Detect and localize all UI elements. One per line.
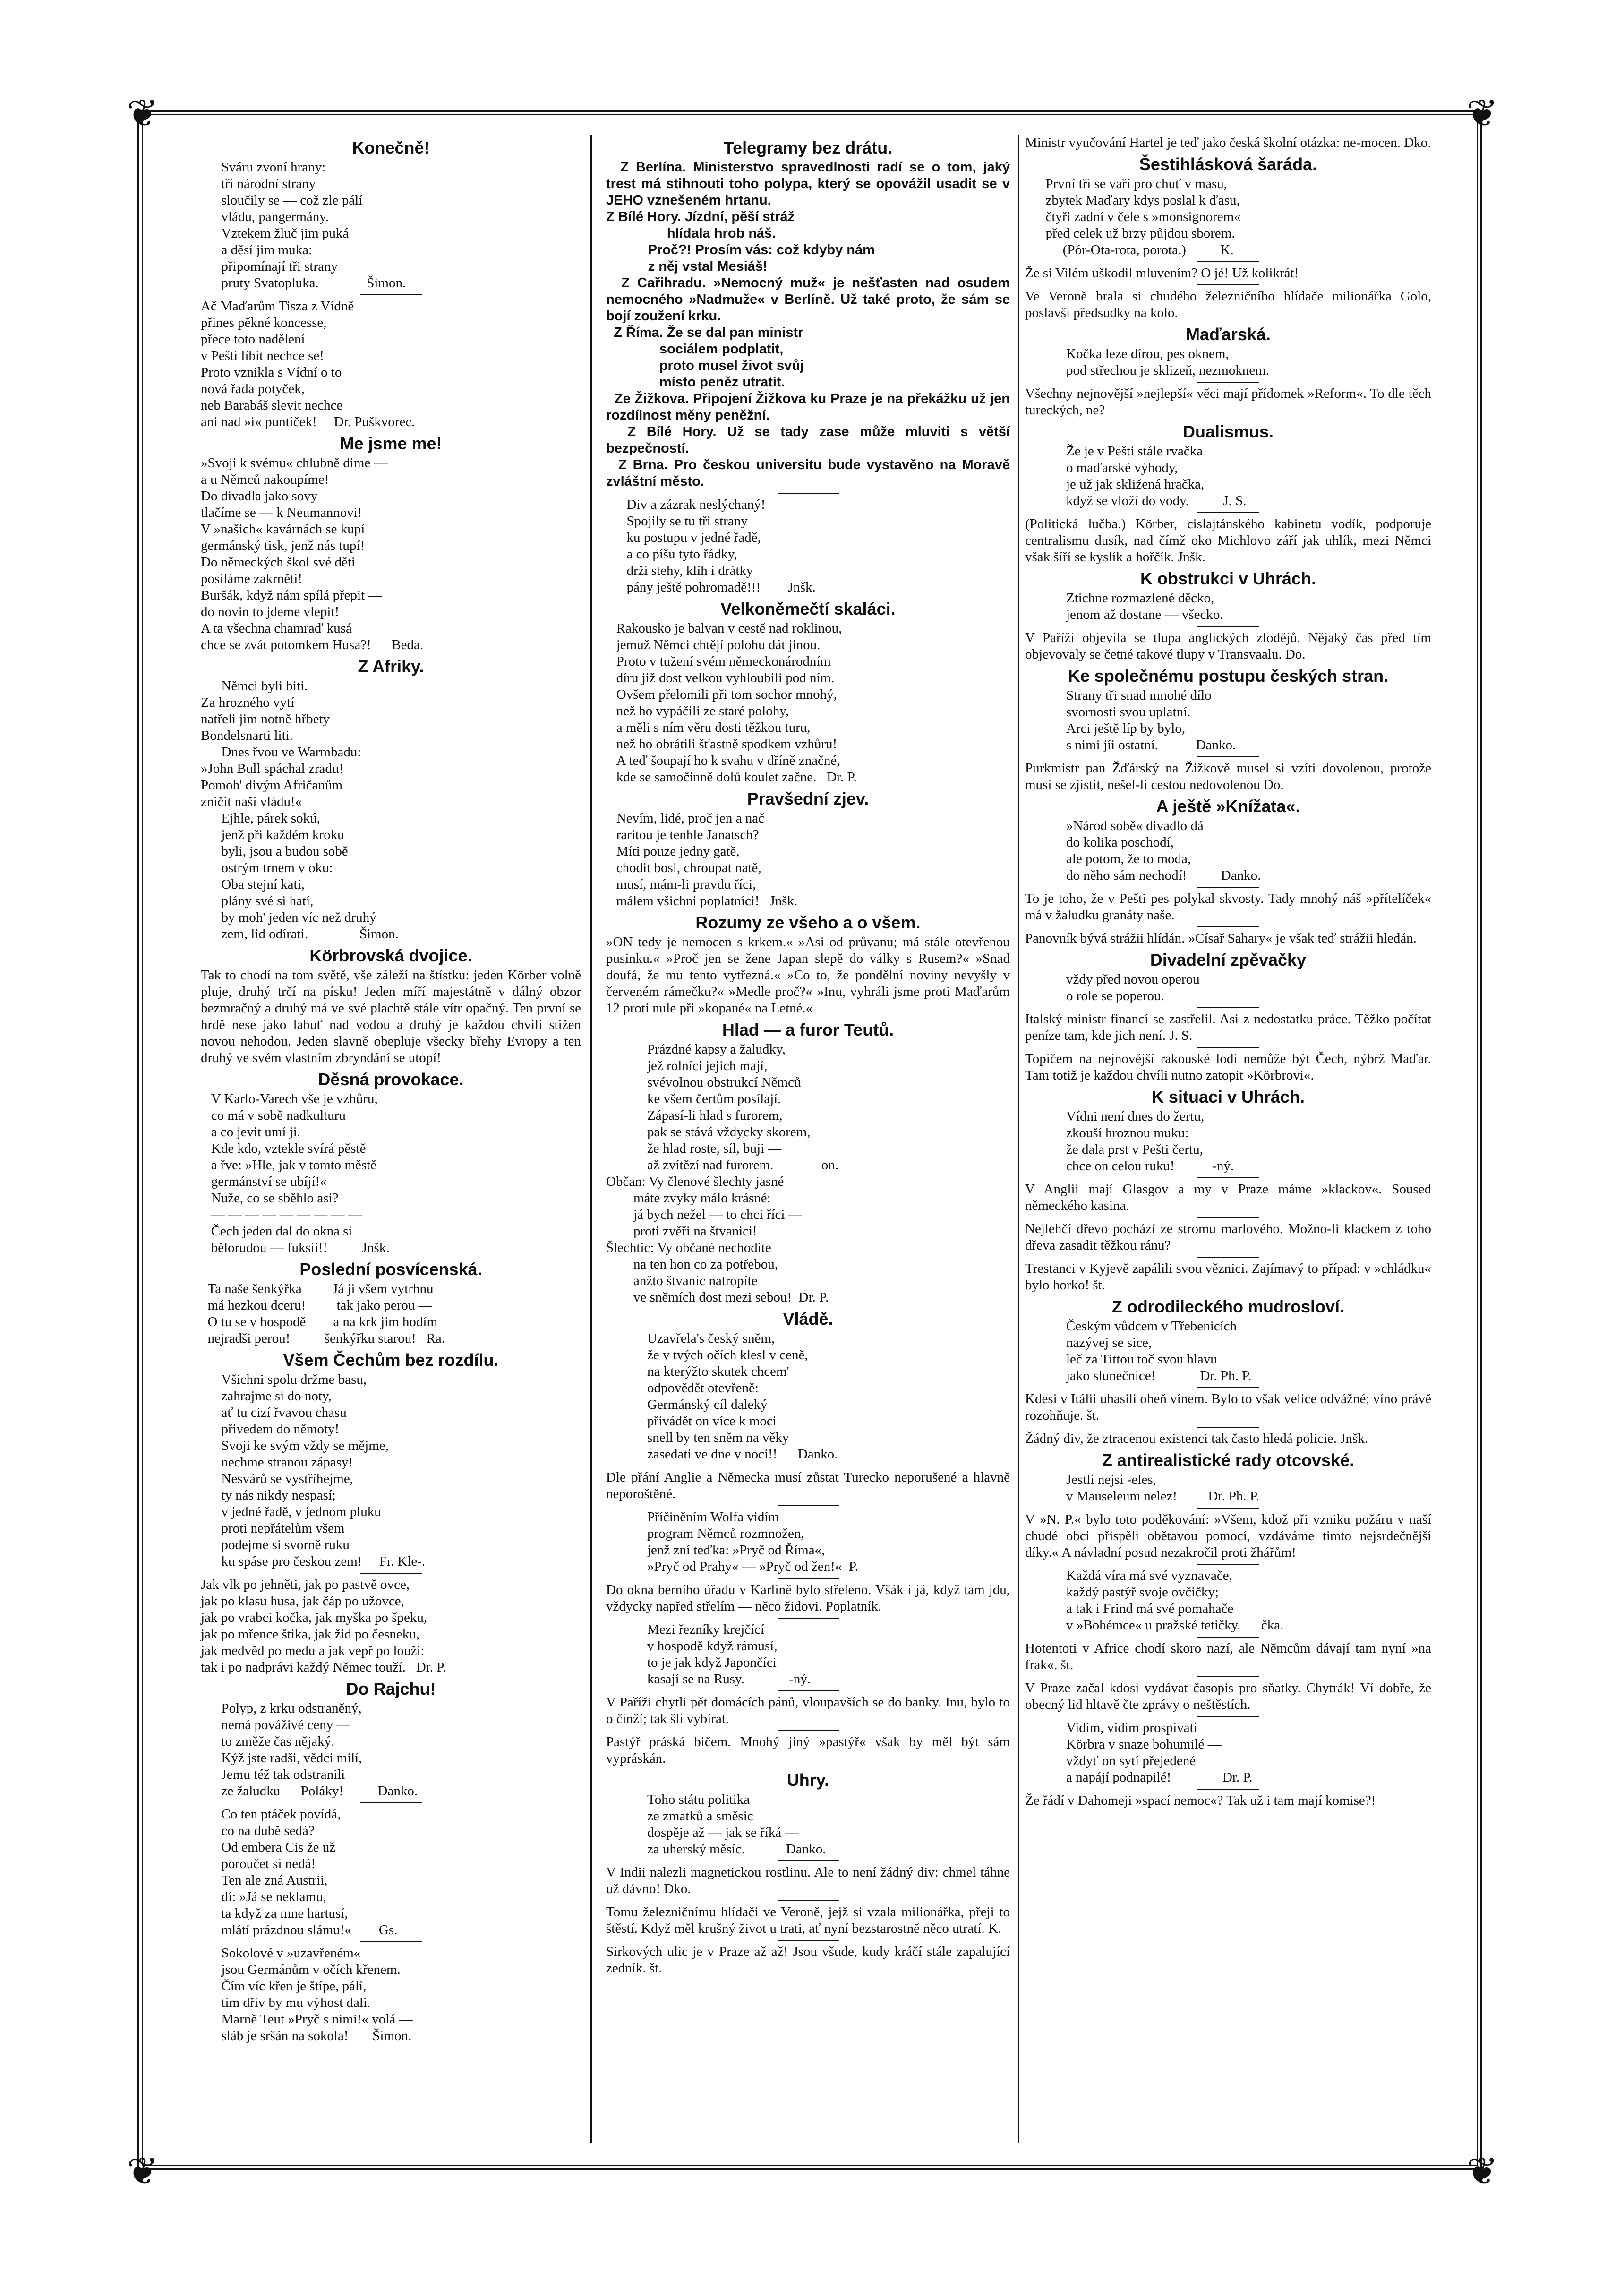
prose-paragraph: Tak to chodí na tom světě, vše záleží na štístku: jeden Körber volně pluje, druhý trčí na písku! Jeden míří majestátně v dálný obzor bezmračný a druhý má ve své plachtě stále vítr opačný. Ten první se hrdě nese jako labuť nad vodou a druhý je každou chvílí stižen novou nehodou. Jeden slavně obepluje všecky břehy Evropy a ten druhý ve svém vlastním zbryndání se utopí! — [201, 968, 581, 1065]
prose-paragraph: Italský ministr financí se zastřelil. Asi z nedostatku práce. Těžko počítat peníze tam, kde jich není. J. S. — [1025, 1012, 1431, 1043]
separator-rule — [360, 1802, 422, 1803]
verse-block: Ztichne rozmazlené děcko, jenom až dostane — všecko. — [1066, 591, 1223, 622]
separator-rule — [1197, 1257, 1259, 1258]
verse-block: Kočka leze dírou, pes oknem, pod střechou je sklizeň, nezmoknem. — [1066, 346, 1270, 378]
verse-block: Sváru zvoní hrany: tři národní strany sloučily se — což zle pálí vládu, pangermány. Vztekem žluč jim puká a děsí jim muka: připomínají tři strany pruty Svatopluka. Šimon. — [221, 160, 406, 291]
verse-block: Vidím, vidím prospívati Körbra v snaze bohumilé — vždyť on sytí přejedené a napájí podnapilé! Dr. P. — [1066, 1720, 1253, 1785]
column-3 — [1025, 135, 1431, 2147]
verse-block: Strany tři snad mnohé dílo svornosti svou uplatní. Arci ještě líp by bylo, s nimi jíi ostatní. Danko. — [1066, 688, 1236, 753]
separator-rule — [1197, 1508, 1259, 1509]
article-heading: Telegramy bez drátu. — [723, 138, 893, 157]
article-heading: Uhry. — [786, 1770, 829, 1790]
separator-rule — [1197, 1387, 1259, 1388]
verse-block: Že je v Pešti stále rvačka o maďarské výhody, je už jak skližená hračka, když se vloží do vody. J. S. — [1066, 444, 1247, 508]
verse-block: vždy před novou operou o role se poperou. — [1066, 972, 1200, 1003]
ornament-bottom-left-icon: ❦ — [127, 2149, 159, 2193]
separator-rule — [1197, 626, 1259, 627]
verse-block: Příčiněním Wolfa vidím program Němců rozmnožen, jenž zní teďka: »Pryč od Říma«, »Pryč od Prahy« — »Pryč od žen!« P. — [647, 1509, 859, 1574]
separator-rule — [1197, 1047, 1259, 1048]
article-heading: Z odrodileckého mudrosloví. — [1111, 1297, 1345, 1316]
verse-block: Každá víra má své vyznavače, každý pastýř svoje ovčičky; a tak i Frind má své pomahače v »Bohémce« u pražské tetičky. čka. — [1066, 1568, 1284, 1633]
article-heading: Všem Čechům bez rozdílu. — [283, 1350, 499, 1370]
article-heading: Vládě. — [783, 1309, 833, 1329]
telegram-item: Z Brna. Pro českou universitu bude vystavěno na Moravě zvláštní město. — [606, 457, 1014, 489]
prose-paragraph: Nejlehčí dřevo pochází ze stromu marlového. Možno-li klackem z toho dřeva zasadit těžkou ránu? — [1025, 1221, 1431, 1253]
verse-block: Němci byli biti. Za hrozného vytí natřeli jim notně hřbety Bondelsnarti liti. Dnes řvou ve Warmbadu: »John Bull spáchal zradu! Pomoh' divým Afričanům zničit naši vládu!« Ejhle, párek sokú, jenž při každém kroku byli, jsou a budou sobě ostrým trnem v oku: Oba stejní kati, plány své si hatí, by moh' jeden víc než druhý zem, lid odírati. Šimon. — [201, 678, 399, 942]
separator-rule — [1197, 1427, 1259, 1428]
separator-rule — [1197, 382, 1259, 383]
verse-block: Mezi řezníky krejčící v hospodě když rámusí, to je jak když Japončíci kasají se na Rusy. -ný. — [647, 1622, 811, 1687]
prose-paragraph: Že řádí v Dahomeji »spací nemoc«? Tak už i tam mají komise?! — [1025, 1793, 1376, 1808]
column-divider-1 — [590, 135, 592, 2143]
separator-rule — [360, 1941, 422, 1942]
verse-block: »Svoji k svému« chlubně dime — a u Němců nakoupíme! Do divadla jako sovy tlačíme se — k Neumannovi! V »našich« kavárnách se kupí germánský tisk, jenž nás tupí! Do německých škol své děti posíláme zakrnětí! Buršák, když nám spílá přepit — do novin to jdeme vlepit! A ta všechna chamraď kusá chce se zvát potomkem Husa?! Beda. — [201, 455, 424, 652]
article-heading: Děsná provokace. — [318, 1070, 464, 1089]
verse-block: Ta naše šenkýřka Já ji všem vytrhnu má hezkou dceru! tak jako perou — O tu se v hospodě a na krk jim hodím nejradši perou! šenkýřku starou! Ra. — [207, 1281, 445, 1346]
telegram-item: Z Cařihradu. »Nemocný muž« je nešťasten nad osudem nemocného »Nadmuže« v Berlíně. Už také proto, že sám se bojí zoužení krku. — [606, 275, 1014, 324]
prose-paragraph: Do okna berního úřadu v Karlině bylo střeleno. Všák i já, když tam jdu, vždycky napřed střelím — něco židovi. Poplatník. — [606, 1582, 1010, 1614]
verse-block: Uzavřela's český sněm, že v tvých očích klesl v ceně, na kterýžto skutek chcem' odpovědět otevřeně: Germánský cíl daleký přivádět on více k moci snell by ten sněm na věky zasedati ve dne v noci!! Danko. — [647, 1331, 838, 1462]
prose-paragraph: V »N. P.« bylo toto poděkování: »Všem, kdož při vzniku požáru v naší chudé obci přispěli obětavou pomocí, vzdáváme timto nejsrdečnější díky.« A návladní posud nezakročil proti žhářům! — [1025, 1512, 1431, 1560]
verse-block: První tři se vaří pro chuť v masu, zbytek Maďary kdys poslal k ďasu, čtyři zadní v čele s »monsignorem« před celek už brzy půjdou sborem. (Pór-Ota-rota, porota.) K. — [1045, 176, 1241, 257]
separator-rule — [778, 1900, 839, 1901]
prose-paragraph: Trestanci v Kyjevě zapálili svou věznici. Zajímavý to případ: v »chládku« bylo horko! št. — [1025, 1261, 1431, 1293]
separator-rule — [360, 294, 422, 295]
separator-rule — [1197, 1564, 1259, 1565]
separator-rule — [1197, 1789, 1259, 1790]
separator-rule — [1197, 512, 1259, 513]
verse-block: Prázdné kapsy a žaludky, jež rolníci jejich mají, svévolnou obstrukcí Němců ke všem čertům posílají. Zápasí-li hlad s furorem, pak se stává vždycky skorem, že hlad roste, síl, buji — až zvítězí nad furorem. on. — [647, 1042, 839, 1173]
column-divider-2 — [1018, 135, 1019, 2143]
verse-block: »Národ sobě« divadlo dá do kolika poschodí, ale potom, že to moda, do něho sám nechodí! Danko. — [1066, 818, 1261, 883]
separator-rule — [1197, 887, 1259, 888]
article-heading: Velkoněmečtí skaláci. — [720, 599, 896, 618]
prose-paragraph: Kdesi v Itálii uhasili oheň vínem. Bylo to však velice odvážné; víno právě rozohňuje. št. — [1025, 1391, 1431, 1423]
separator-rule — [1197, 1217, 1259, 1218]
prose-paragraph: »ON tedy je nemocen s krkem.« »Asi od průvanu; má stále otevřenou pusinku.« »Proč jen se žene Japan slepě do války s Rusem?« »Snad doufá, že mu tento vytřezná.« »Co to, že pondělní noviny nevyšly v červeném rámečku?« »Medle proč?« »Inu, vyhráli jsme proti Maďarům 12 proti nule při »kopané« na Letné.« — [606, 935, 1010, 1016]
column-2 — [606, 135, 1014, 2147]
article-heading: Šestihlásková šaráda. — [1139, 154, 1317, 174]
article-heading: Z Afriky. — [358, 657, 424, 676]
article-heading: Konečně! — [352, 138, 430, 157]
separator-rule — [778, 493, 839, 494]
telegram-item: Z Říma. Že se dal pan ministr sociálem podplatit, proto musel život svůj místo peněz utratit. — [614, 325, 804, 390]
article-heading: Do Rajchu! — [346, 1679, 436, 1698]
verse-block: Co ten ptáček povídá, co na dubě sedá? Od embera Cis že už poroučet si nedá! Ten ale zná Austrii, dí: »Já se neklamu, ta když za mne hartusí, mlátí prázdnou slámu!« Gs. — [221, 1807, 398, 1938]
verse-block: Vídni není dnes do žertu, zkouší hroznou muku: že dala prst v Pešti čertu, chce on celou ruku! -ný. — [1066, 1109, 1234, 1174]
prose-paragraph: V Praze začal kdosi vydávat časopis pro sňatky. Chytrák! Ví dobře, že obecný lid hltavě čte zprávy o neštěstích. — [1025, 1680, 1431, 1712]
separator-rule — [778, 1730, 839, 1731]
column-1 — [201, 135, 581, 2147]
separator-rule — [1197, 1177, 1259, 1178]
separator-rule — [1197, 1676, 1259, 1677]
separator-rule — [1197, 1637, 1259, 1638]
verse-block: Sokolové v »uzavřeném« jsou Germánům v očích křenem. Čím víc křen je štípe, pálí, tím dřív by mu výhost dali. Marně Teut »Pryč s nimi!« volá — sláb je sršán na sokola! Šimon. — [221, 1946, 413, 2043]
separator-rule — [778, 1618, 839, 1619]
prose-paragraph: Sirkových ulic je v Praze až až! Jsou všude, kudy kráčí stále zapalující zedník. št. — [606, 1944, 1010, 1976]
prose-paragraph: Ministr vyučování Hartel je teď jako česká školní otázka: ne-mocen. Dko. — [1025, 135, 1431, 150]
article-heading: Körbrovská dvojice. — [309, 946, 472, 965]
article-heading: Ke společnému postupu českých stran. — [1068, 666, 1389, 686]
verse-block: Nevím, lidé, proč jen a nač raritou je tenhle Janatsch? Míti pouze jedny gatě, chodit bosi, chroupat natě, musí, mám-li pravdu říci, málem všichni poplatníci! Jnšk. — [616, 811, 798, 909]
separator-rule — [360, 1573, 422, 1574]
verse-block: Občan: Vy členové šlechty jasné máte zvyky málo krásné: já bych nežel — to chci říci — proti zvěři na štvanici! Šlechtic: Vy občané nechodíte na ten hon co za potřebou, anžto štvanic natropíte ve sněmích dost mezi sebou! Dr. P. — [606, 1174, 829, 1305]
separator-rule — [778, 1860, 839, 1861]
article-heading: Dualismus. — [1182, 422, 1274, 441]
article-heading: Maďarská. — [1186, 325, 1271, 344]
verse-block: Českým vůdcem v Třebenicích nazývej se sice, leč za Tittou toč svou hlavu jako slunečnice! Dr. Ph. P. — [1066, 1319, 1252, 1383]
separator-rule — [1197, 756, 1259, 757]
article-heading: Me jsme me! — [340, 434, 442, 453]
separator-rule — [1197, 926, 1259, 927]
ornament-top-left-icon: ❦ — [127, 91, 159, 135]
verse-block: V Karlo-Varech vše je vzhůru, co má v sobě nadkulturu a co jevit umí ji. Kde kdo, vztekle svírá pěstě a řve: »Hle, jak v tomto městě germánství se ubíjí!« Nuže, co se sběhlo asi? — — — — — — — — — Čech jeden dal do okna si bělorudou — fuksii!! Jnšk. — [211, 1091, 390, 1255]
verse-block: Div a zázrak neslýchaný! Spojily se tu tři strany ku postupu v jedné řadě, a co píšu tyto řádky, drží stehy, klih i drátky pány ještě pohromadě!!! Jnšk. — [626, 497, 816, 595]
article-heading: A ještě »Knížata«. — [1156, 797, 1300, 816]
article-heading: Z antirealistické rady otcovské. — [1102, 1450, 1355, 1470]
prose-paragraph: Ve Veroně brala si chudého železničního hlídače milionářka Golo, poslavši předsudky na kolo. — [1025, 289, 1431, 320]
separator-rule — [778, 1690, 839, 1691]
verse-block: Polyp, z krku odstraněný, nemá pováživé ceny — to změže čas nějaký. Kýž jste radši, vědci milí, Jemu též tak odstranili ze žaludku — Poláky! Danko. — [221, 1701, 418, 1799]
prose-paragraph: Všechny nejnovější »nejlepší« věci mají přídomek »Reform«. To dle těch tureckých, ne? — [1025, 386, 1431, 418]
article-heading: Hlad — a furor Teutů. — [722, 1020, 894, 1039]
telegram-item: Ze Žižkova. Připojení Žižkova ku Praze je na překážku už jen rozdílnost měny peněžní. — [606, 391, 1014, 423]
article-heading: Rozumy ze všeho a o všem. — [695, 913, 921, 932]
telegram-item: Z Bílé Hory. Jízdní, pěší stráž hlídala hrob náš. Proč?! Prosím vás: což kdyby nám z něj vstal Mesiáš! — [606, 209, 875, 274]
ornament-top-right-icon: ❦ — [1466, 91, 1498, 135]
verse-block: Toho státu politika ze zmatků a směsic dospěje až — jak se říká — za uherský měsíc. Danko. — [647, 1792, 826, 1857]
separator-rule — [1197, 261, 1259, 262]
verse-block: Rakousko je balvan v cestě nad roklinou, jemuž Němci chtějí polohu dát jinou. Proto v tužení svém německonárodním díru již dost velkou vyhloubili pod ním. Ovšem přelomili při tom sochor mnohý, než ho vypáčili ze staré polohy, a měli s ním věru dosti těžkou turu, než ho obrátili šťastně spodkem vzhůru! A teď šoupají ho k svahu v dříně značné, kde se samočinně dolů koulet začne. Dr. P. — [616, 621, 857, 785]
verse-block: Všichni spolu držme basu, zahrajme si do noty, ať tu cizí řvavou chasu přivedem do němoty! Svoji ke svým vždy se mějme, nechme stranou zápasy! Nesvárů se vystříhejme, ty nás nikdy nespasí; v jedné řadě, v jednom pluku proti nepřátelům všem podejme si svorně ruku ku spáse pro českou zem! Fr. Kle-. — [221, 1372, 426, 1569]
separator-rule — [1197, 1007, 1259, 1008]
prose-paragraph: V Indii nalezli magnetickou rostlinu. Ale to není žádný div: chmel táhne už dávno! Dko. — [606, 1865, 1010, 1896]
article-heading: K situaci v Uhrách. — [1151, 1087, 1305, 1106]
prose-paragraph: Hotentoti v Africe chodí skoro nazí, ale Němcům dávají tam nyní »na frak«. št. — [1025, 1641, 1431, 1672]
separator-rule — [1197, 1716, 1259, 1717]
telegram-item: Z Bílé Hory. Už se tady zase může mluviti s větší bezpečností. — [606, 424, 1014, 456]
prose-paragraph: To je toho, že v Pešti pes polykal skvosty. Tady mnohý náš »přítelíček« má v žaludku granáty naše. — [1025, 891, 1431, 923]
prose-paragraph: Pastýř práská bičem. Mnohý jiný »pastýř« však by měl být sám vypráskán. — [606, 1734, 1010, 1766]
prose-paragraph: Topičem na nejnovější rakouské lodi nemůže být Čech, nýbrž Maďar. Tam totiž je každou chvíli nutno zatopit »Körbrovi«. — [1025, 1051, 1431, 1083]
verse-block: Jestli nejsi -eles, v Mauseleum nelez! Dr. Ph. P. — [1066, 1472, 1260, 1504]
telegram-item: Z Berlína. Ministerstvo spravedlnosti radí se o tom, jaký trest má stihnouti toho polypa, který se opovážil usadit se v JEHO vznešeném hrtanu. — [606, 160, 1014, 208]
ornament-bottom-right-icon: ❦ — [1466, 2149, 1498, 2193]
prose-paragraph: V Paříži objevila se tlupa anglických zlodějů. Nějaký čas před tím objevovaly se četné takové tlupy v Transvaalu. Do. — [1025, 630, 1431, 662]
prose-paragraph: Purkmistr pan Žďárský na Žižkově musel si vzíti dovolenou, protože musí se zjistit, nešel-li cestou nedovolenou Do. — [1025, 761, 1431, 792]
article-heading: Pravšední zjev. — [747, 789, 869, 808]
prose-paragraph: V Anglii mají Glasgov a my v Praze máme »klackov«. Soused německého kasina. — [1025, 1182, 1431, 1213]
article-heading: Divadelní zpěvačky — [1150, 950, 1307, 969]
prose-paragraph: Panovník bývá strážii hlídán. »Císař Sahary« je však teď strážii hledán. — [1025, 931, 1417, 946]
verse-block: Ač Maďarům Tisza z Vídně přines pěkné koncesse, přece toto nadělení v Pešti líbit nechce se! Proto vznikla s Vídní o to nová řada potyček, neb Barabáš slevit nechce ani nad »i« puntíček! Dr. Puškvorec. — [201, 299, 415, 429]
prose-paragraph: Že si Vilém uškodil mluvením? O jé! Už kolikrát! — [1025, 266, 1299, 281]
separator-rule — [778, 1578, 839, 1579]
verse-block: Jak vlk po jehněti, jak po pastvě ovce, jak po klasu husa, jak čáp po užovce, jak po vrabci kočka, jak myška po špeku, jak po mřence štika, jak žid po česneku, jak medvěd po medu a jak vepř po louži: tak i po nadprávi každý Němec touží. Dr. P. — [201, 1577, 446, 1675]
separator-rule — [778, 1940, 839, 1941]
prose-paragraph: Dle přání Anglie a Německa musí zůstat Turecko neporušené a hlavně neporoštěné. — [606, 1470, 1010, 1501]
prose-paragraph: Žádný div, že ztracenou existenci tak často hledá policie. Jnšk. — [1025, 1431, 1368, 1446]
prose-paragraph: (Politická lučba.) Körber, cislajtánského kabinetu vodík, podporuje centralismu dusík, nad čímž oko Michlovo září jak uhlík, mezi Němci však šíří se kyslík a hořčík. Jnšk. — [1025, 516, 1431, 565]
separator-rule — [778, 1505, 839, 1506]
prose-paragraph: Tomu železničnímu hlídači ve Veroně, jejž si vzala milionářka, přeji to štěstí. Když měl krušný život u trati, ať nyní bezstarostně něco utratí. K. — [606, 1904, 1010, 1936]
prose-paragraph: V Paříži chytli pět domácích pánů, vloupavších se do banky. Inu, bylo to o činží; tak šli vybírat. — [606, 1695, 1010, 1726]
article-heading: K obstrukci v Uhrách. — [1140, 569, 1316, 588]
article-heading: Poslední posvícenská. — [299, 1260, 482, 1279]
separator-rule — [1197, 284, 1259, 285]
